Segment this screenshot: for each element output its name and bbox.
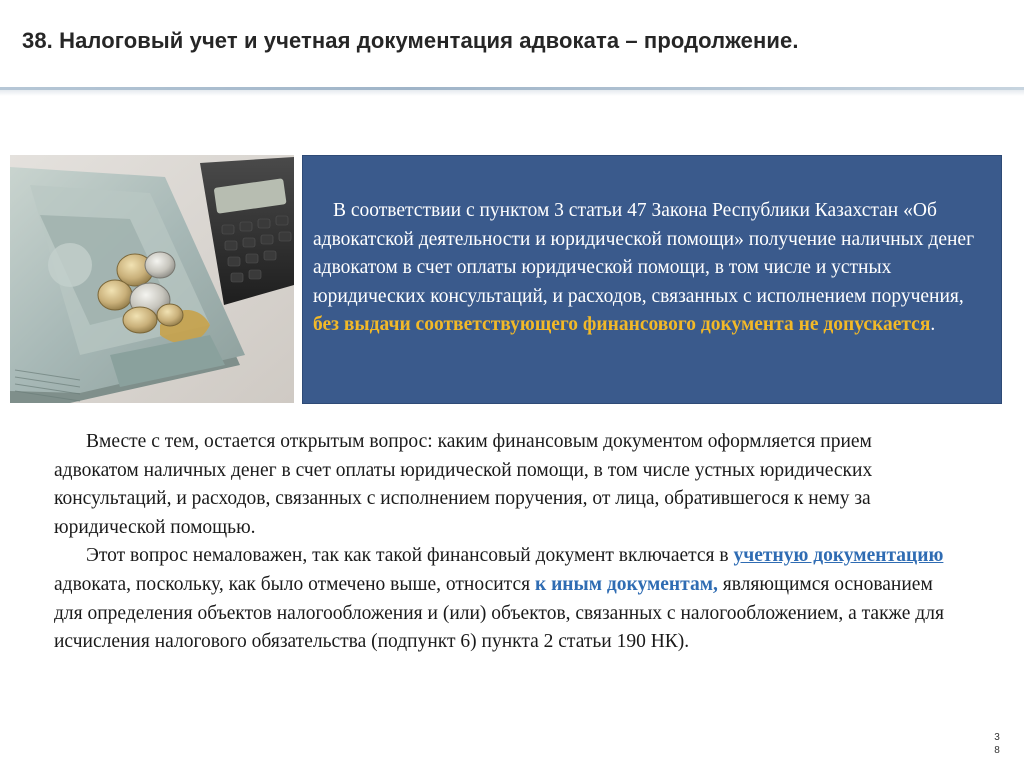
accounting-documentation-link[interactable]: учетную документацию xyxy=(733,545,944,567)
paragraph-2-part-2: адвоката, поскольку, как было отмечено выше, относится xyxy=(54,573,535,595)
law-text-end: . xyxy=(930,314,936,336)
paragraph-2 xyxy=(54,542,954,656)
body-text xyxy=(54,428,954,657)
page-number-digit-2: 8 xyxy=(994,745,1000,756)
page-number-digit-1: 3 xyxy=(994,732,1000,743)
paragraph-1: Вместе с тем, остается открытым вопрос: каким финансовым документом оформляется прием адвокатом наличных денег в счет оплаты юридической помощи, в том числе устных юридических консультаций, и расходов, связанных с исполнением поручения, от лица, обратившегося к нему за юридической помощью. xyxy=(54,431,873,538)
paragraph-2-part-3: являющимся основанием для определения объектов налогообложения и (или) объектов, связанных с налогообложением, а также для исчисления налогового обязательства (подпункт 6) пункта 2 статьи 190 НК). xyxy=(54,573,944,653)
title-divider-shadow xyxy=(0,90,1024,96)
page-title: 38. Налоговый учет и учетная документация адвоката – продолжение. xyxy=(22,28,799,53)
law-reference-text xyxy=(313,197,981,340)
page-number xyxy=(990,731,1004,757)
money-calculator-photo xyxy=(10,155,294,403)
other-documents-term: к иным документам, xyxy=(534,573,718,595)
law-text-highlight: без выдачи соответствующего финансового документа не допускается xyxy=(313,314,931,336)
paragraph-2-part-1: Этот вопрос немаловажен, так как такой финансовый документ включается в xyxy=(86,545,734,567)
highlight-panel xyxy=(302,155,1002,404)
law-text-intro: В соответствии с пунктом 3 статьи 47 Закона Республики Казахстан «Об адвокатской деятельности и юридической помощи» получение наличных денег адвокатом в счет оплаты юридической помощи, в том числе и устных юридических консультаций, и расходов, связанных с исполнением поручения, xyxy=(313,200,975,307)
